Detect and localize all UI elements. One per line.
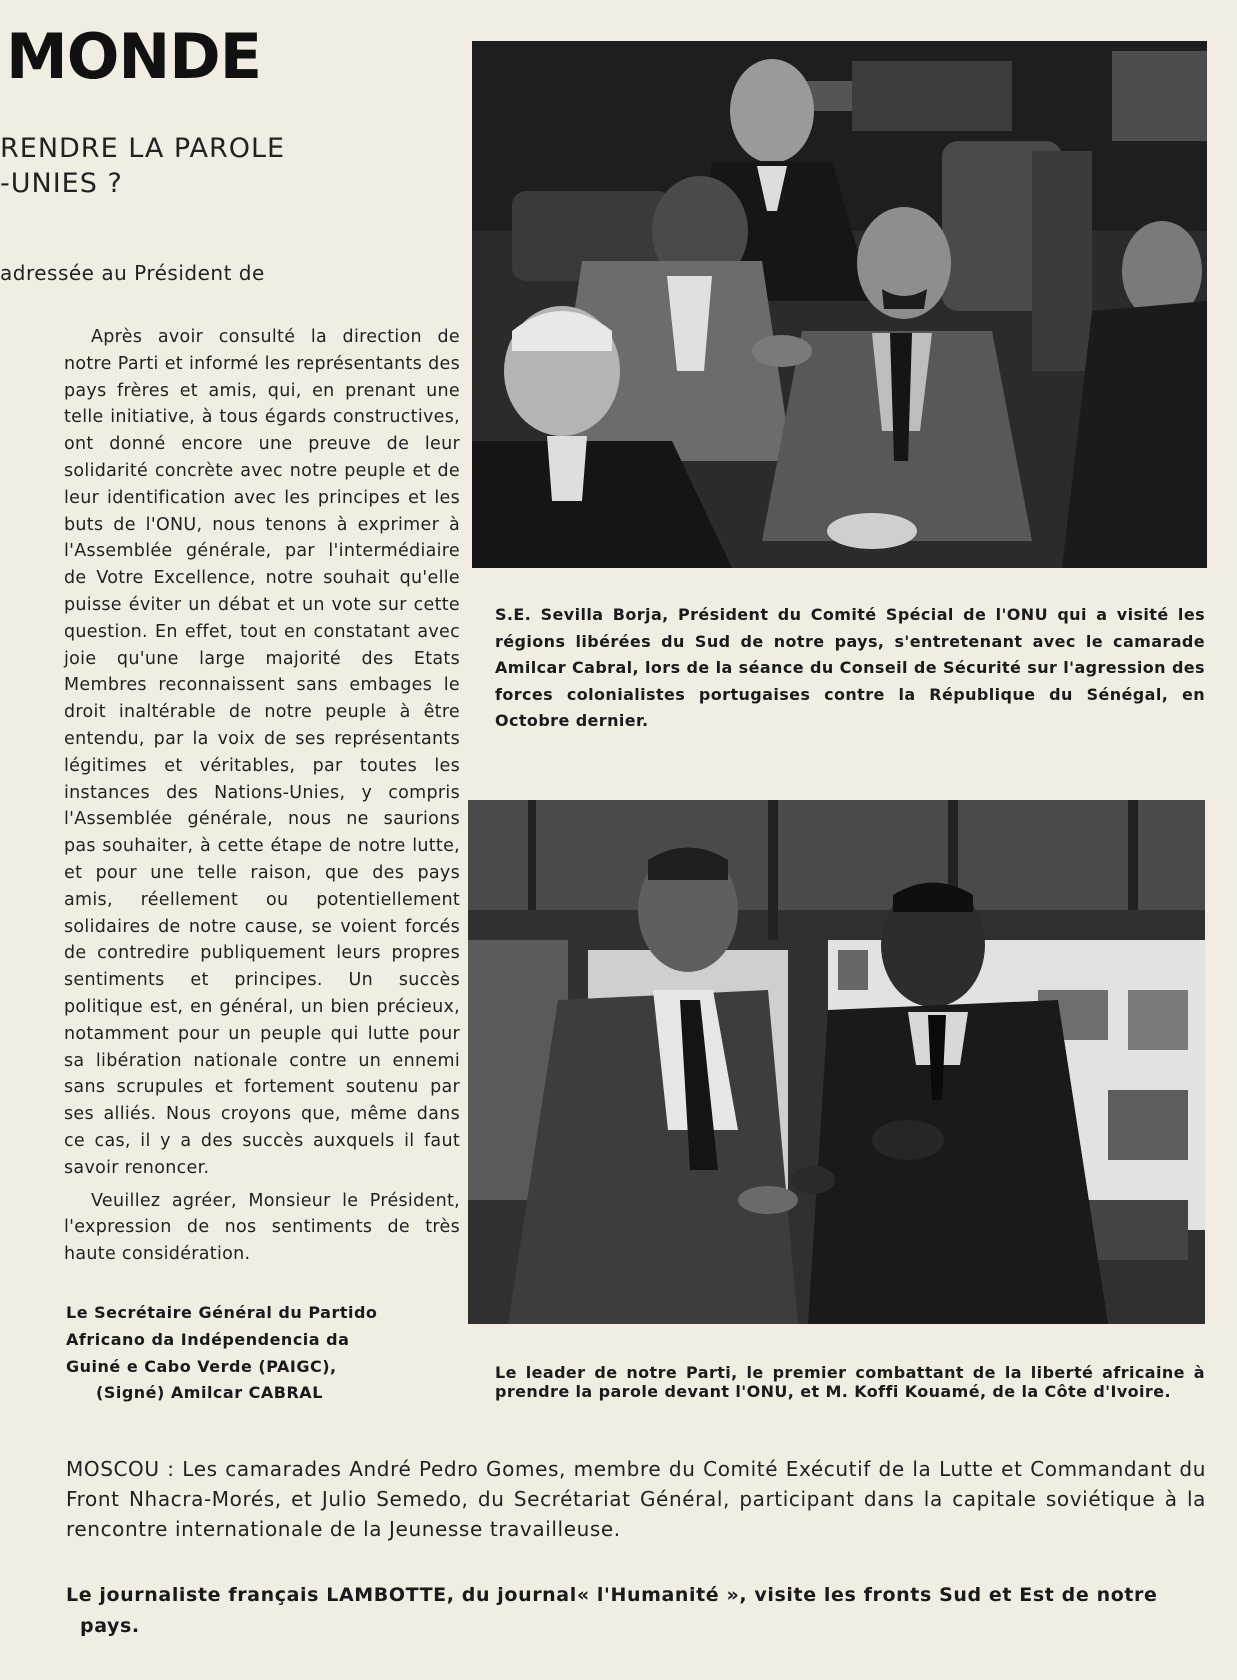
section-masthead: MONDE bbox=[6, 20, 262, 93]
top-photo-caption: S.E. Sevilla Borja, Président du Comité Spécial de l'ONU qui a visité les régions libérées du Sud de notre pays, s'entretenant avec le camarade Amilcar Cabral, lors de la séance du Conseil de Sécurité sur l'agression des forces colonialistes portugaises contre la République du Sénégal, en Octobre dernier. bbox=[495, 605, 1205, 730]
signature-line-4: (Signé) Amilcar CABRAL bbox=[96, 1383, 323, 1403]
letter-signature bbox=[66, 1300, 396, 1407]
journaliste-line-2: pays. bbox=[80, 1615, 140, 1637]
letter-paragraph-1: Après avoir consulté la direction de notre Parti et informé les représentants des pays frères et amis, qui, en prenant une telle initiative, à tous égards constructives, ont donné encore une preuve de leur solidarité concrète avec notre peuple et de leur identification avec les principes et les buts de l'ONU, nous tenons à exprimer à l'Assemblée générale, par l'intermédiaire de Votre Excellence, notre souhait qu'elle puisse éviter un débat et un vote sur cette question. En effet, tout en constatant avec joie qu'une large majorité des Etats Membres reconnaissent sans embages le droit inaltérable de notre peuple à être entendu, par la voix de ses représentants légitimes et véritables, par toutes les instances des Nations-Unies, y compris l'Assemblée générale, nous ne saurions pas souhaiter, à cette étape de notre lutte, et pour une telle raison, que des pays amis, réellement ou potentiellement solidaires de notre cause, se voient forcés de contredire publiquement leurs propres sentiments et principes. Un succès politique est, en général, un bien précieux, notamment pour un peuple qui lutte pour sa libération nationale contre un ennemi sans scrupules et fortement soutenu par ses alliés. Nous croyons que, même dans ce cas, il y a des succès auxquels il faut savoir renoncer. bbox=[64, 327, 460, 1178]
moscou-paragraph: MOSCOU : Les camarades André Pedro Gomes, membre du Comité Exécutif de la Lutte et Commandant du Front Nhacra-Morés, et Julio Semedo, du Secrétariat Général, participant dans la capitale soviétique à la rencontre internationale de la Jeunesse travailleuse. bbox=[66, 1457, 1206, 1541]
signature-line-1: Le Secrétaire Général du Partido bbox=[66, 1303, 378, 1322]
headline-line-2: -UNIES ? bbox=[0, 168, 123, 199]
letter-paragraph-2: Veuillez agréer, Monsieur le Président, l'expression de nos sentiments de très haute considération. bbox=[64, 1190, 460, 1265]
bottom-photo-caption: Le leader de notre Parti, le premier combattant de la liberté africaine à prendre la parole devant l'ONU, et M. Koffi Kouamé, de la Côte d'Ivoire. bbox=[495, 1363, 1205, 1401]
top-photo bbox=[472, 41, 1207, 568]
journaliste-line-1: Le journaliste français LAMBOTTE, du journal« l'Humanité », visite les fronts Sud et Est de notre bbox=[66, 1584, 1158, 1606]
article-intro: adressée au Président de bbox=[0, 261, 265, 285]
article-headline bbox=[0, 131, 285, 201]
journaliste-paragraph bbox=[66, 1580, 1206, 1642]
bottom-photo bbox=[468, 800, 1205, 1324]
headline-line-1: RENDRE LA PAROLE bbox=[0, 133, 286, 164]
signature-line-3: Guiné e Cabo Verde (PAIGC), bbox=[66, 1356, 337, 1376]
signature-line-2: Africano da Indépendencia da bbox=[66, 1329, 350, 1349]
letter-body bbox=[64, 324, 460, 1268]
